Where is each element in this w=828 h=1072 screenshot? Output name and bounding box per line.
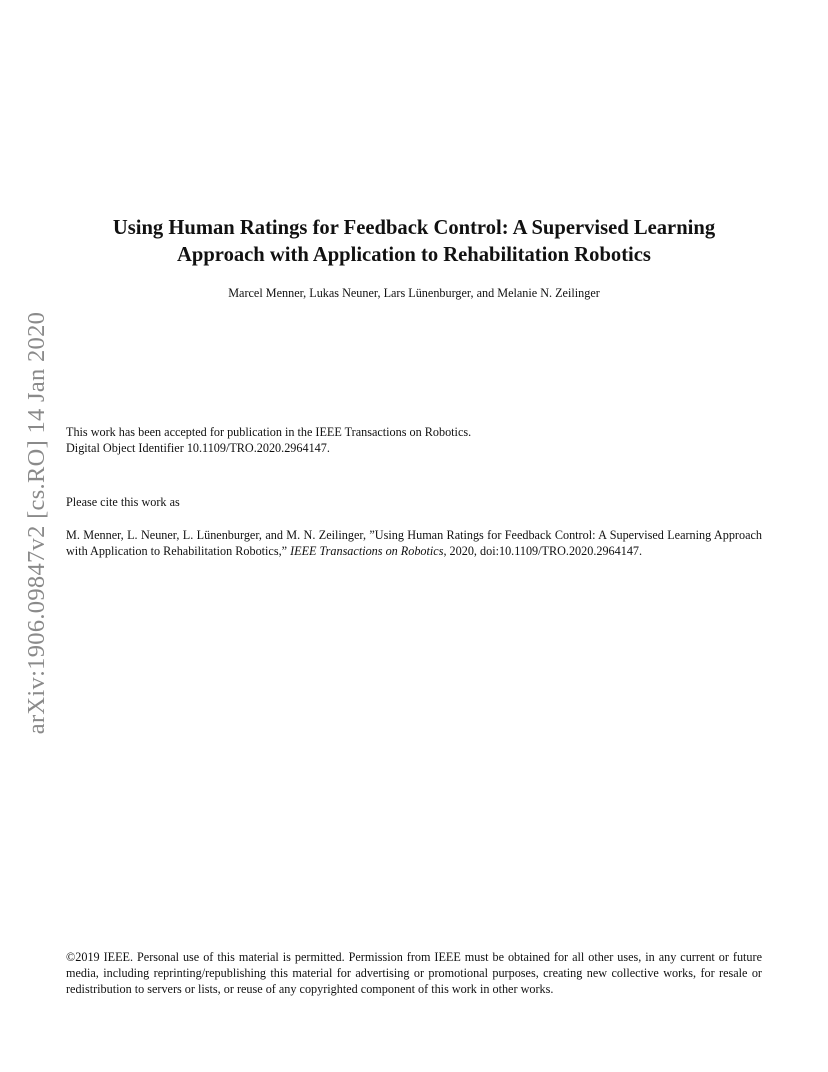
- paper-title: [66, 215, 762, 269]
- copyright-notice: ©2019 IEEE. Personal use of this material is permitted. Permission from IEEE must be obtained for all other uses, in any current or future media, including reprinting/republishing this material for advertising or promotional purposes, creating new collective works, for resale or redistribution to servers or lists, or reuse of any copyrighted component of this work in other works.: [66, 950, 762, 996]
- arxiv-identifier-stamp: arXiv:1906.09847v2 [cs.RO] 14 Jan 2020: [23, 311, 50, 735]
- acceptance-notice-line-1: This work has been accepted for publication in the IEEE Transactions on Robotics.: [66, 425, 472, 439]
- author-list: Marcel Menner, Lukas Neuner, Lars Lünenburger, and Melanie N. Zeilinger: [228, 286, 600, 300]
- citation-journal: IEEE Transactions on Robotics: [290, 544, 444, 558]
- citation-text: [66, 527, 762, 559]
- doi-line: Digital Object Identifier 10.1109/TRO.2020.2964147.: [66, 441, 330, 455]
- paper-title-line-2: Approach with Application to Rehabilitation Robotics: [177, 244, 651, 266]
- citation-authors-and-title: M. Menner, L. Neuner, L. Lünenburger, and M. N. Zeilinger, ”Using Human Ratings for Feedback Control: A Supervised Learning Approach with Application to Rehabilitation Robotics,”: [66, 528, 762, 558]
- cite-intro: Please cite this work as: [66, 495, 180, 509]
- paper-title-line-1: Using Human Ratings for Feedback Control: A Supervised Learning: [112, 217, 716, 239]
- acceptance-notice: [66, 424, 762, 456]
- citation-year-doi: , 2020, doi:10.1109/TRO.2020.2964147.: [443, 544, 643, 558]
